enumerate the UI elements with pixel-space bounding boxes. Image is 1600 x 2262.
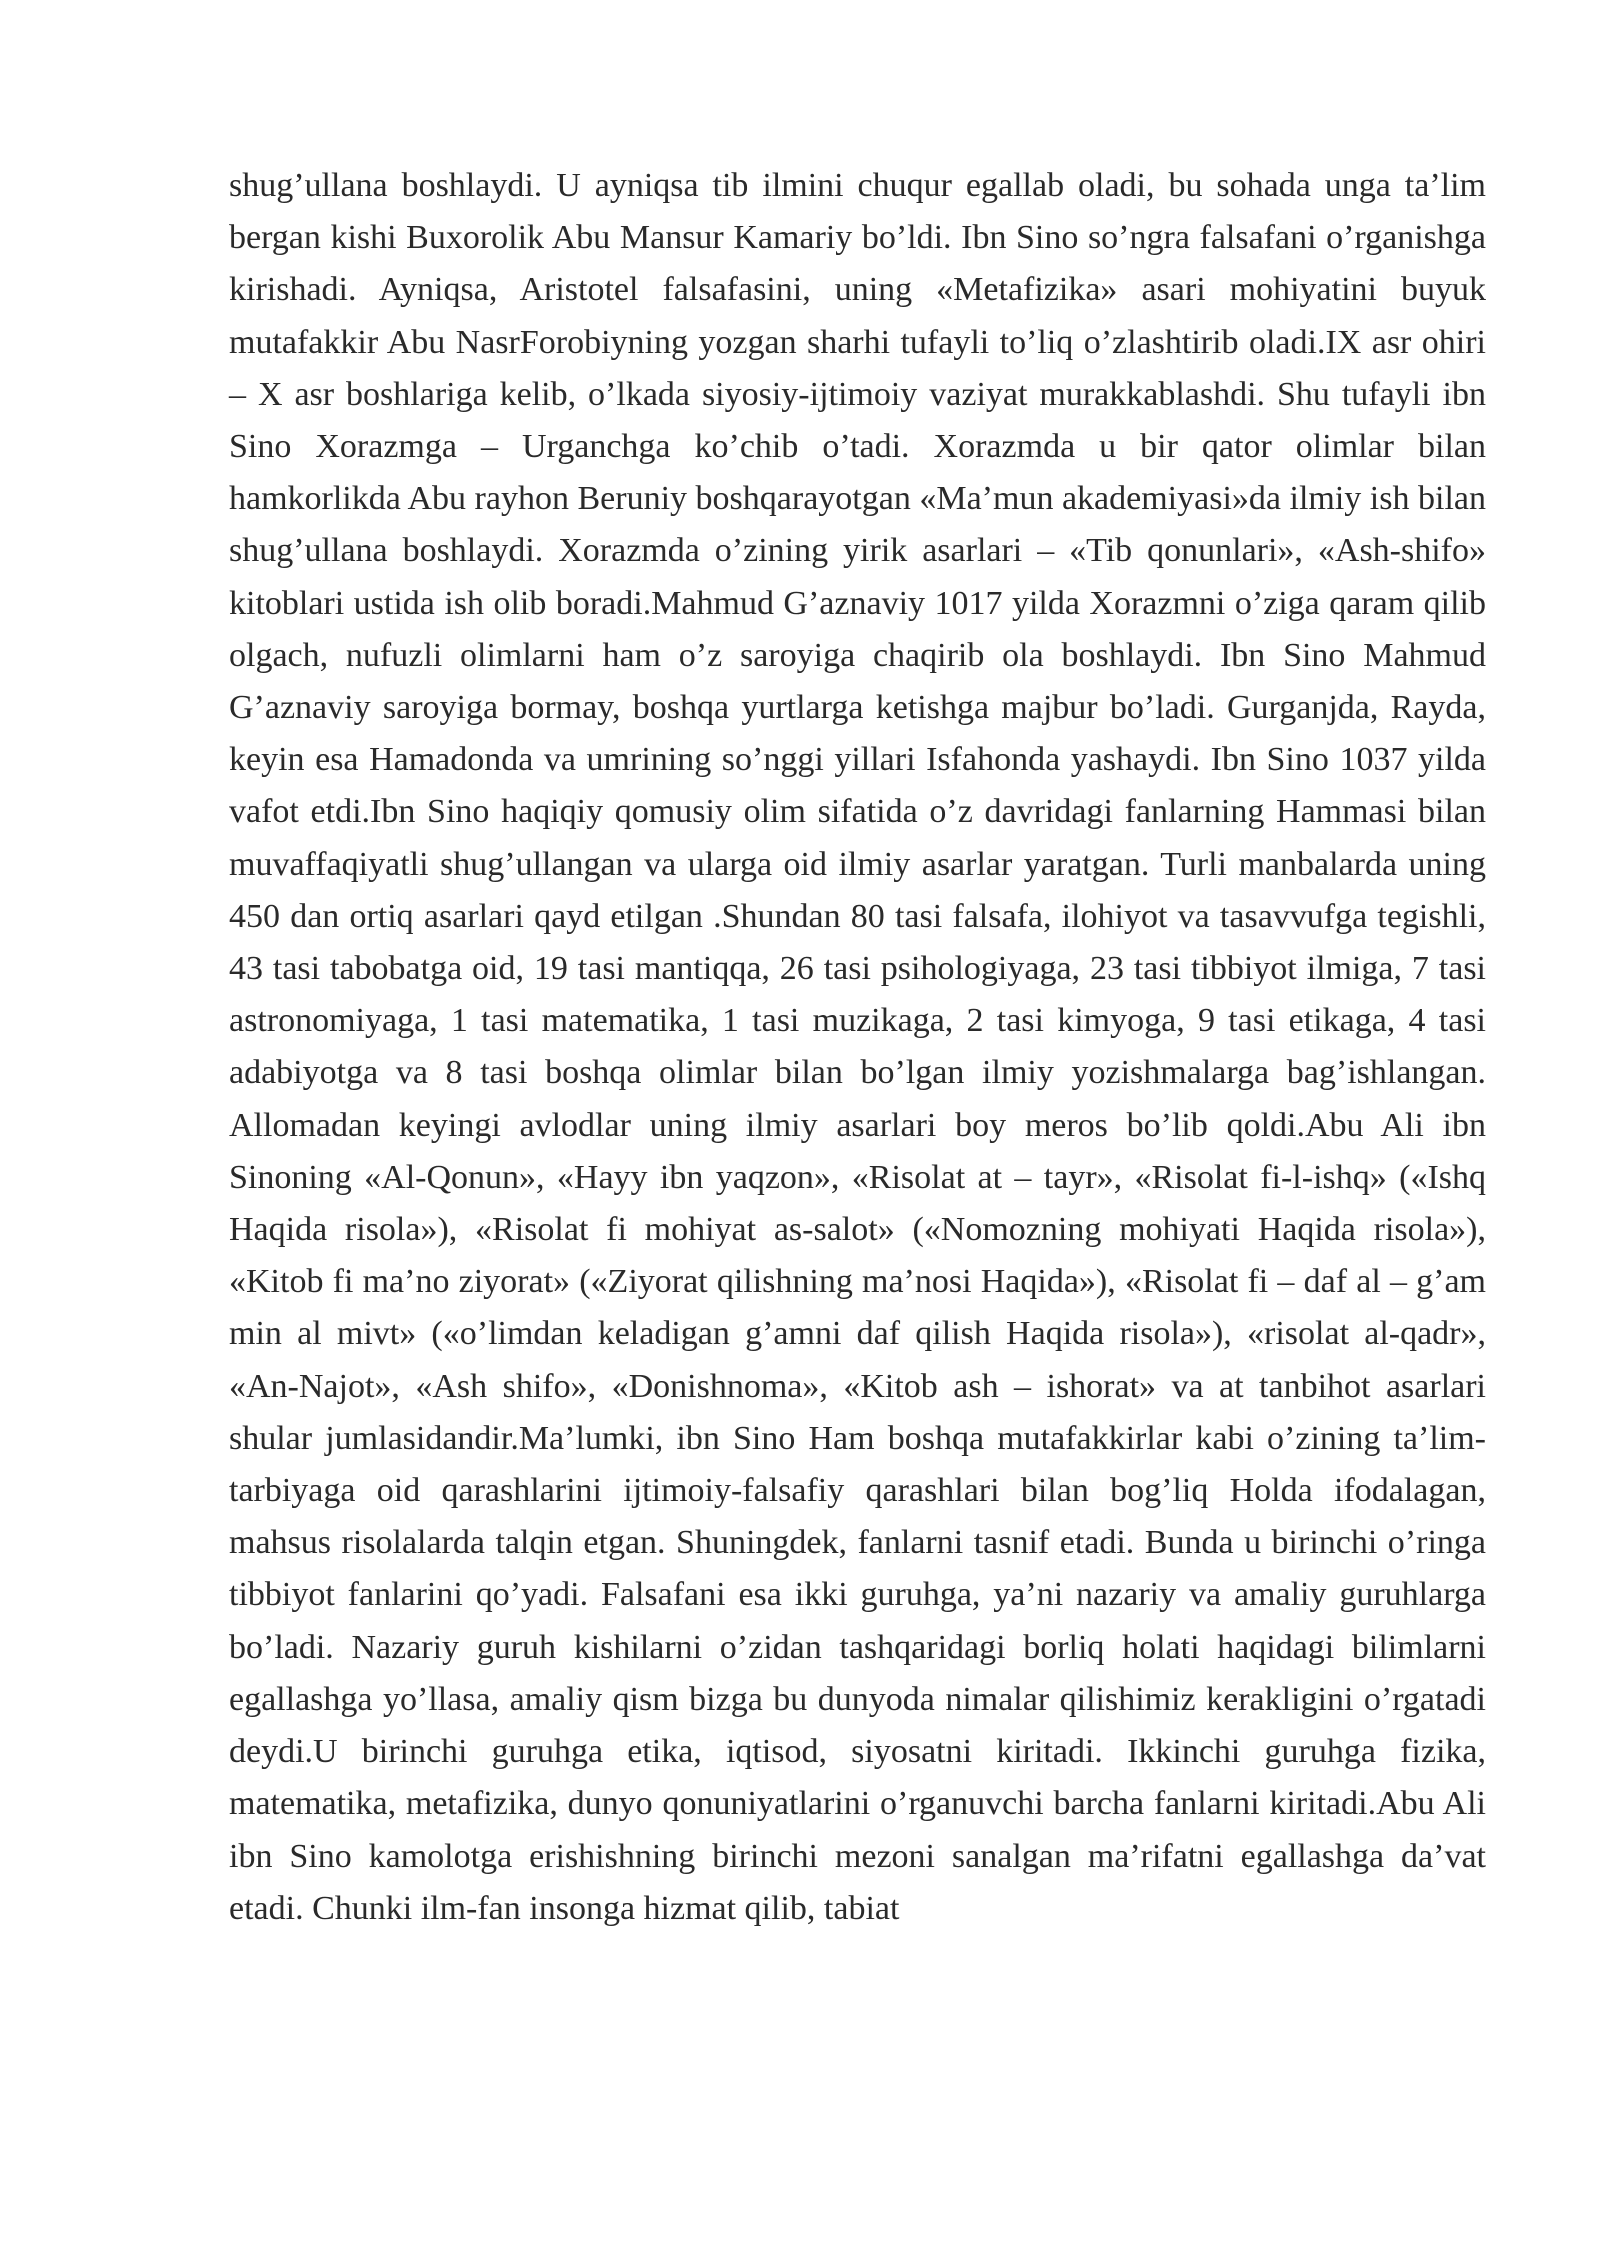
- body-paragraph: shug’ullana boshlaydi. U ayniqsa tib ilmini chuqur egallab oladi, bu sohada unga ta’lim bergan kishi Buxorolik Abu Mansur Kamariy bo’ldi. Ibn Sino so’ngra falsafani o’rganishga kirishadi. Ayniqsa, Aristotel falsafasini, uning «Metafizika» asari mohiyatini buyuk mutafakkir Abu NasrForobiyning yozgan sharhi tufayli to’liq o’zlashtirib oladi.IX asr ohiri – X asr boshlariga kelib, o’lkada siyosiy-ijtimoiy vaziyat murakkablashdi. Shu tufayli ibn Sino Xorazmga – Urganchga ko’chib o’tadi. Xorazmda u bir qator olimlar bilan hamkorlikda Abu rayhon Beruniy boshqarayotgan «Ma’mun akademiyasi»da ilmiy ish bilan shug’ullana boshlaydi. Xorazmda o’zining yirik asarlari – «Tib qonunlari», «Ash-shifo» kitoblari ustida ish olib boradi.Mahmud G’aznaviy 1017 yilda Xorazmni o’ziga qaram qilib olgach, nufuzli olimlarni ham o’z saroyiga chaqirib ola boshlaydi. Ibn Sino Mahmud G’aznaviy saroyiga bormay, boshqa yurtlarga ketishga majbur bo’ladi. Gurganjda, Rayda, keyin esa Hamadonda va umrining so’nggi yillari Isfahonda yashaydi. Ibn Sino 1037 yilda vafot etdi.Ibn Sino haqiqiy qomusiy olim sifatida o’z davridagi fanlarning Hammasi bilan muvaffaqiyatli shug’ullangan va ularga oid ilmiy asarlar yaratgan. Turli manbalarda uning 450 dan ortiq asarlari qayd etilgan .Shundan 80 tasi falsafa, ilohiyot va tasavvufga tegishli, 43 tasi tabobatga oid, 19 tasi mantiqqa, 26 tasi psihologiyaga, 23 tasi tibbiyot ilmiga, 7 tasi astronomiyaga, 1 tasi matematika, 1 tasi muzikaga, 2 tasi kimyoga, 9 tasi etikaga, 4 tasi adabiyotga va 8 tasi boshqa olimlar bilan bo’lgan ilmiy yozishmalarga bag’ishlangan. Allomadan keyingi avlodlar uning ilmiy asarlari boy meros bo’lib qoldi.Abu Ali ibn Sinoning «Al-Qonun», «Hayy ibn yaqzon», «Risolat at – tayr», «Risolat fi-l-ishq» («Ishq Haqida risola»), «Risolat fi mohiyat as-salot» («Nomozning mohiyati Haqida risola»), «Kitob fi ma’no ziyorat» («Ziyorat qilishning ma’nosi Haqida»), «Risolat fi – daf al – g’am min al mivt» («o’limdan keladigan g’amni daf qilish Haqida risola»), «risolat al-qadr», «An-Najot», «Ash shifo», «Donishnoma», «Kitob ash – ishorat» va at tanbihot asarlari shular jumlasidandir.Ma’lumki, ibn Sino Ham boshqa mutafakkirlar kabi o’zining ta’lim-tarbiyaga oid qarashlarini ijtimoiy-falsafiy qarashlari bilan bog’liq Holda ifodalagan, mahsus risolalarda talqin etgan. Shuningdek, fanlarni tasnif etadi. Bunda u birinchi o’ringa tibbiyot fanlarini qo’yadi. Falsafani esa ikki guruhga, ya’ni nazariy va amaliy guruhlarga bo’ladi. Nazariy guruh kishilarni o’zidan tashqaridagi borliq holati haqidagi bilimlarni egallashga yo’llasa, amaliy qism bizga bu dunyoda nimalar qilishimiz kerakligini o’rgatadi deydi.U birinchi guruhga etika, iqtisod, siyosatni kiritadi. Ikkinchi guruhga fizika, matematika, metafizika, dunyo qonuniyatlarini o’rganuvchi barcha fanlarni kiritadi.Abu Ali ibn Sino kamolotga erishishning birinchi mezoni sanalgan ma’rifatni egallashga da’vat etadi. Chunki ilm-fan insonga hizmat qilib, tabiat: [229, 167, 1486, 1927]
